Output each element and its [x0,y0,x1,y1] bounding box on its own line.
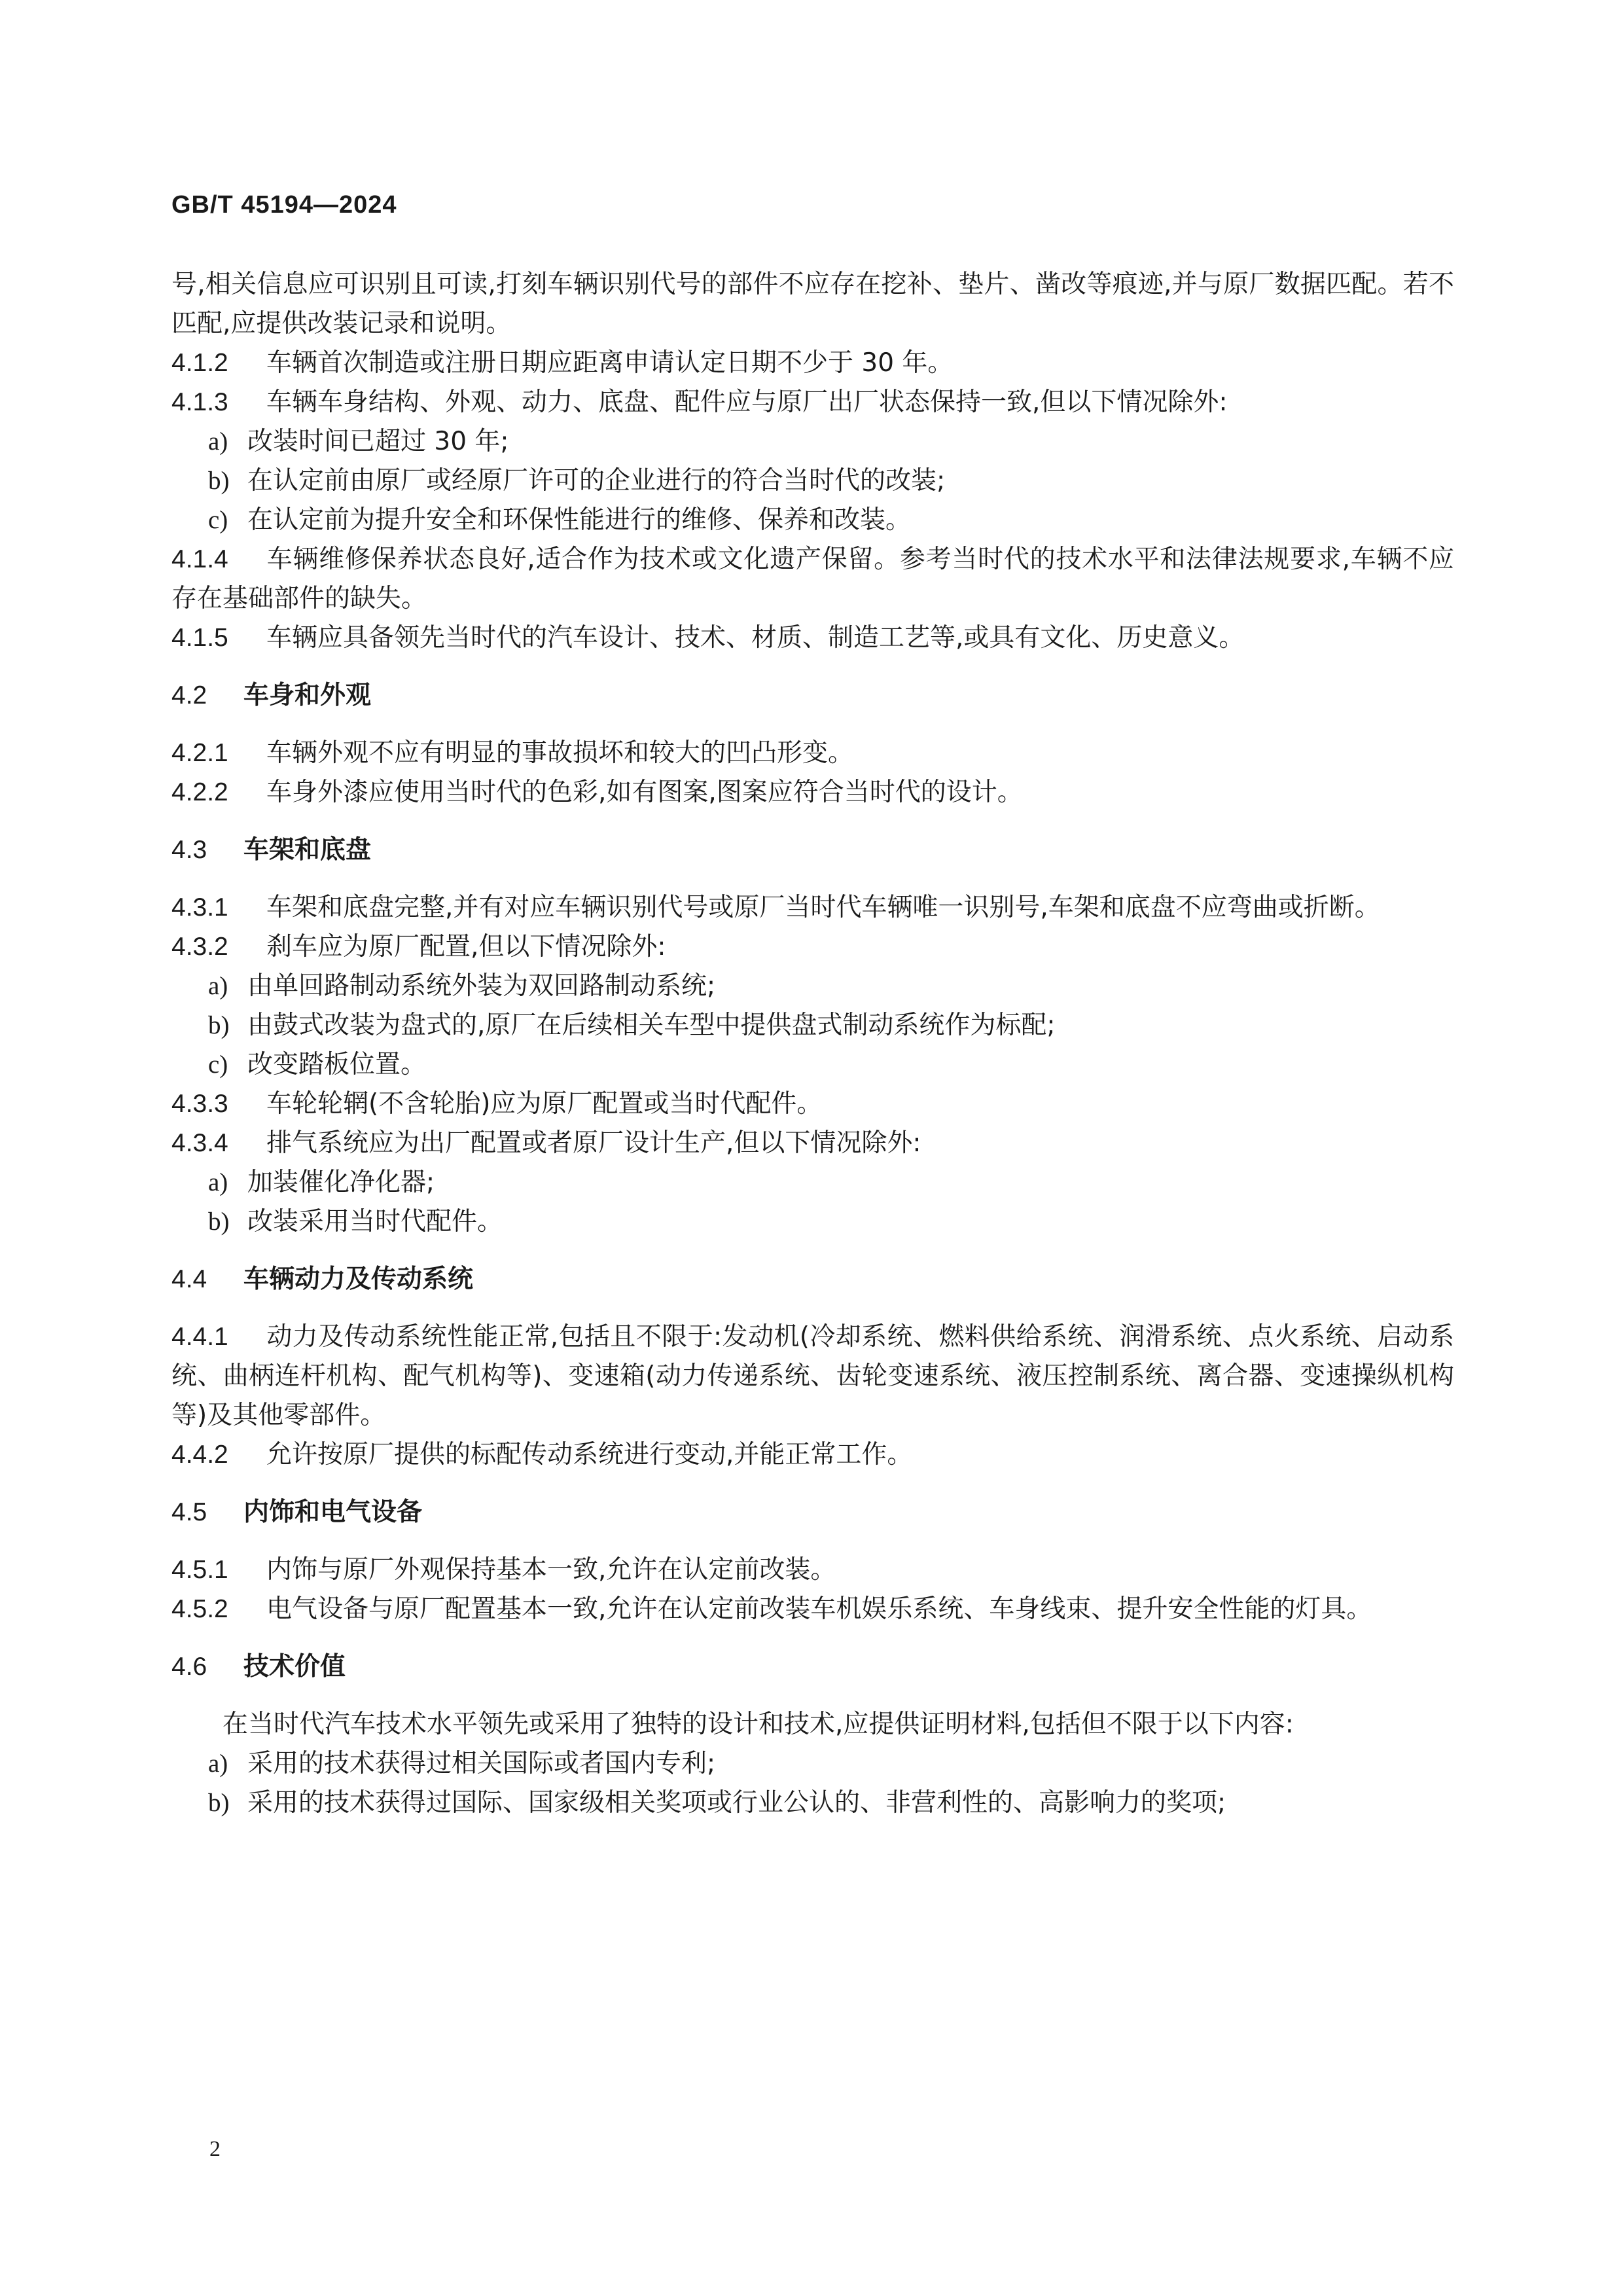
clause [171,540,1454,619]
section-number: 4.4 [171,1265,207,1293]
item-number: a) [208,1168,228,1196]
clause [171,773,1454,812]
item-number: a) [208,427,228,456]
clause-text: 刹车应为原厂配置,但以下情况除外: [266,932,666,961]
clause-text: 电气设备与原厂配置基本一致,允许在认定前改装车机娱乐系统、车身线束、提升安全性能的灯具。 [266,1594,1372,1624]
item-number: a) [208,1749,228,1778]
page-number: 2 [209,2137,221,2161]
standard-code-header: GB/T 45194—2024 [171,191,397,219]
clause-text: 车架和底盘完整,并有对应车辆识别代号或原厂当时代车辆唯一识别号,车架和底盘不应弯曲或折断。 [266,893,1380,922]
clause-number: 4.5.1 [171,1556,228,1584]
item-text: 在认定前由原厂或经原厂许可的企业进行的符合当时代的改装; [247,466,946,495]
clause-text: 车辆外观不应有明显的事故损坏和较大的凹凸形变。 [266,738,854,768]
item-text: 由鼓式改装为盘式的,原厂在后续相关车型中提供盘式制动系统作为标配; [247,1011,1056,1040]
list-item [171,1045,1454,1085]
section-number: 4.6 [171,1653,207,1681]
clause-text: 车辆维修保养状态良好,适合作为技术或文化遗产保留。参考当时代的技术水平和法律法规要求,车辆不应存在基础部件的缺失。 [171,545,1454,613]
clause-text: 允许按原厂提供的标配传动系统进行变动,并能正常工作。 [266,1440,913,1469]
clause [171,619,1454,658]
item-text: 改变踏板位置。 [247,1050,427,1079]
clause [171,1551,1454,1590]
item-text: 改装时间已超过 30 年; [247,427,509,456]
paragraph [171,1705,1454,1744]
clause-number: 4.1.4 [171,545,228,573]
clause-text: 车轮轮辋(不含轮胎)应为原厂配置或当时代配件。 [266,1089,823,1119]
section-number: 4.2 [171,681,207,709]
section-text: 车辆动力及传动系统 [243,1265,474,1294]
section-heading [171,1647,1454,1687]
list-item [171,461,1454,501]
clause-text: 排气系统应为出厂配置或者原厂设计生产,但以下情况除外: [266,1128,921,1158]
clause [171,1318,1454,1435]
item-number: c) [208,1050,228,1079]
section-heading [171,1493,1454,1532]
list-item [171,501,1454,540]
item-text: 改装采用当时代配件。 [247,1207,503,1236]
clause-number: 4.2.2 [171,778,228,806]
document-body [171,265,1454,1823]
section-heading [171,831,1454,870]
para-text: 号,相关信息应可识别且可读,打刻车辆识别代号的部件不应存在挖补、垫片、凿改等痕迹,并与原厂数据匹配。若不匹配,应提供改装记录和说明。 [171,270,1454,338]
clause-number: 4.3.3 [171,1090,228,1118]
clause-number: 4.4.1 [171,1323,228,1351]
indent-text: 在当时代汽车技术水平领先或采用了独特的设计和技术,应提供证明材料,包括但不限于以下内容: [223,1710,1294,1739]
section-text: 技术价值 [243,1652,346,1681]
clause-number: 4.1.5 [171,624,228,652]
list-item [171,1006,1454,1045]
clause-text: 车辆车身结构、外观、动力、底盘、配件应与原厂出厂状态保持一致,但以下情况除外: [266,387,1228,417]
clause-number: 4.5.2 [171,1595,228,1623]
item-text: 由单回路制动系统外装为双回路制动系统; [247,971,716,1001]
section-number: 4.5 [171,1498,207,1526]
list-item [171,1744,1454,1784]
clause-text: 内饰与原厂外观保持基本一致,允许在认定前改装。 [266,1555,836,1585]
item-number: a) [208,972,228,1000]
section-text: 内饰和电气设备 [243,1498,423,1527]
section-number: 4.3 [171,836,207,864]
section-heading [171,1260,1454,1299]
clause-number: 4.1.2 [171,349,228,377]
item-text: 在认定前为提升安全和环保性能进行的维修、保养和改装。 [247,505,912,535]
clause [171,927,1454,967]
item-number: c) [208,506,228,534]
list-item [171,1784,1454,1823]
clause-number: 4.3.1 [171,893,228,922]
clause-number: 4.3.2 [171,933,228,961]
clause-number: 4.3.4 [171,1129,228,1157]
clause [171,1124,1454,1163]
section-heading [171,676,1454,715]
clause-text: 动力及传动系统性能正常,包括且不限于:发动机(冷却系统、燃料供给系统、润滑系统、点火系统、启动系统、曲柄连杆机构、配气机构等)、变速箱(动力传递系统、齿轮变速系统、液压控制系统、离合器、变速操纵机构等)及其他零部件。 [171,1322,1454,1430]
item-text: 采用的技术获得过相关国际或者国内专利; [247,1749,716,1778]
clause-number: 4.1.3 [171,388,228,416]
clause [171,344,1454,383]
list-item [171,1202,1454,1242]
clause-number: 4.4.2 [171,1441,228,1469]
clause [171,1435,1454,1475]
clause [171,888,1454,927]
item-text: 采用的技术获得过国际、国家级相关奖项或行业公认的、非营利性的、高影响力的奖项; [247,1788,1226,1818]
item-text: 加装催化净化器; [247,1168,435,1197]
clause-text: 车辆应具备领先当时代的汽车设计、技术、材质、制造工艺等,或具有文化、历史意义。 [266,623,1245,653]
paragraph [171,265,1454,344]
clause-text: 车辆首次制造或注册日期应距离申请认定日期不少于 30 年。 [266,348,954,378]
list-item [171,1163,1454,1202]
section-text: 车身和外观 [243,681,372,710]
item-number: b) [208,1789,230,1817]
section-text: 车架和底盘 [243,835,372,865]
list-item [171,422,1454,461]
item-number: b) [208,467,230,495]
clause [171,1590,1454,1629]
clause-text: 车身外漆应使用当时代的色彩,如有图案,图案应符合当时代的设计。 [266,778,1023,807]
item-number: b) [208,1208,230,1236]
clause [171,383,1454,422]
list-item [171,967,1454,1006]
clause [171,734,1454,773]
clause [171,1085,1454,1124]
clause-number: 4.2.1 [171,739,228,767]
item-number: b) [208,1011,230,1039]
